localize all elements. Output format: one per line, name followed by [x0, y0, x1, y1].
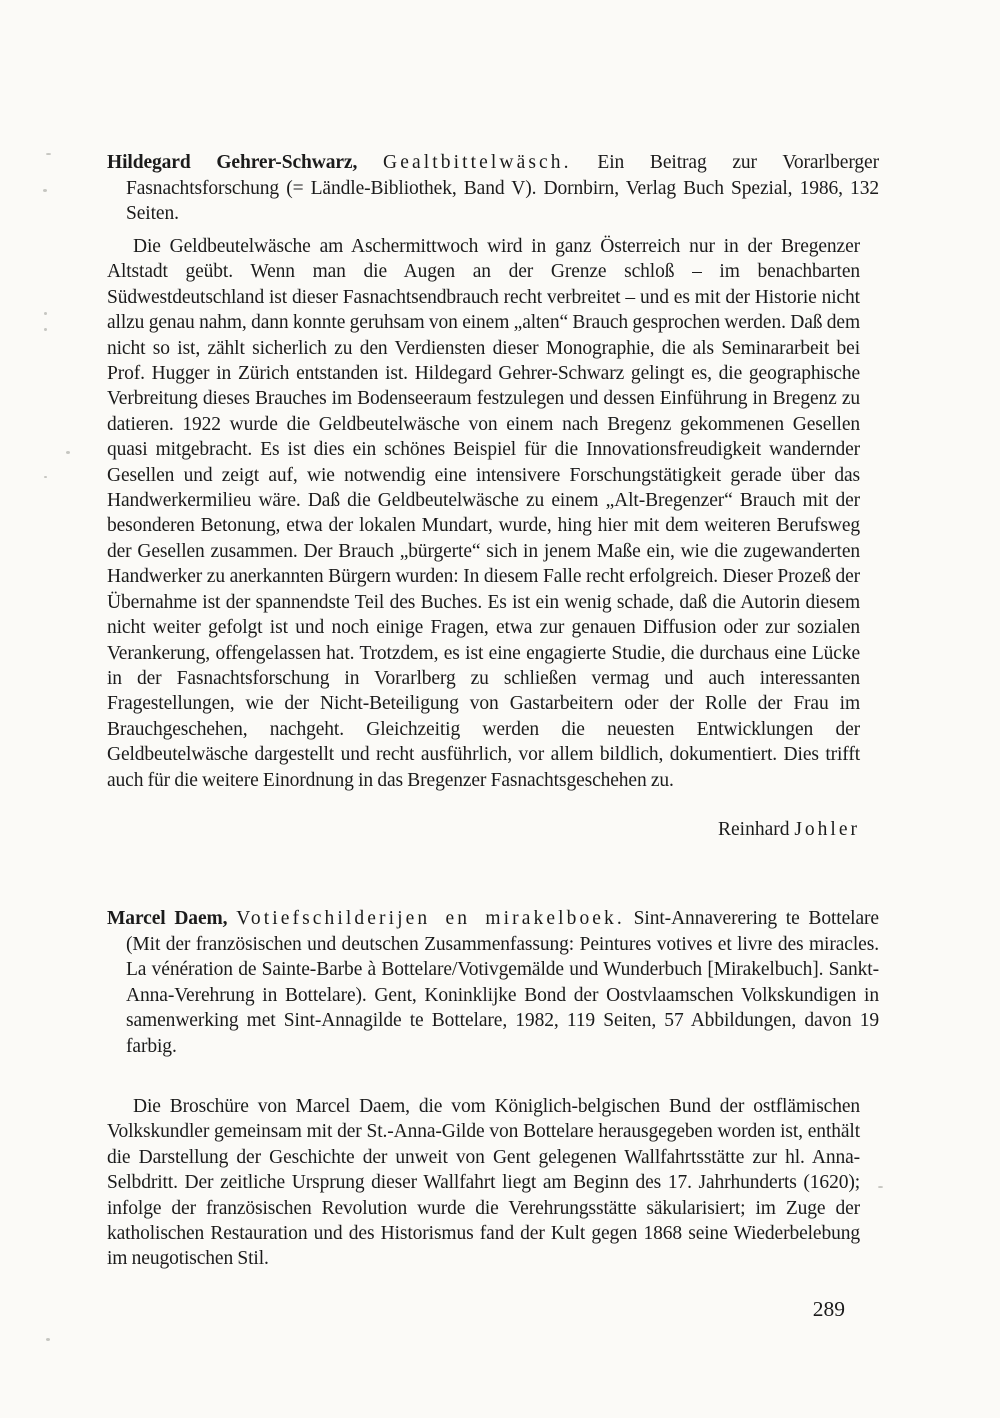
- scan-speck: [878, 1186, 883, 1188]
- scan-speck: [46, 1338, 50, 1341]
- review-2-author-name: Marcel Daem,: [107, 908, 228, 929]
- review-1-author-name: Hildegard Gehrer-Schwarz,: [107, 152, 358, 173]
- review-2-bibliographic-info: Sint-Annaverering te Bottelare (Mit der französischen und deutschen Zusammenfassung: Peintures votives et livre des miracles. La vénération de Sainte-Barbe à Bottelare/Votivgemälde und Wunderbuch [Mirakelbuch]. Sankt-Anna-Verehrung in Bottelare). Gent, Koninklijke Bond der Oostvlaamschen Volkskundigen in samenwerking met Sint-Annagilde te Bottelare, 1982, 119 Seiten, 57 Abbildungen, davon 19 farbig.: [126, 908, 879, 1057]
- scan-speck: [43, 189, 47, 192]
- review-2-heading: [107, 906, 879, 1060]
- review-1-body-paragraph: Die Geldbeutelwäsche am Aschermittwoch wird in ganz Österreich nur in der Bregenzer Altstadt geübt. Wenn man die Augen an der Grenze schloß – im benachbarten Südwestdeutschland ist dieser Fasnachtsendbrauch recht verbreitet – und es mit der Historie nicht allzu genau nahm, dann konnte geruhsam von einem „alten“ Brauch gesprochen werden. Daß dem nicht so ist, zählt sicherlich zu den Verdiensten dieser Monographie, die als Seminararbeit bei Prof. Hugger in Zürich entstanden ist. Hildegard Gehrer-Schwarz gelingt es, die geographische Verbreitung dieses Brauches im Bodenseeraum festzulegen und dessen Einführung in Bregenz zu datieren. 1922 wurde die Geldbeutelwäsche von einem nach Bregenz gekommenen Gesellen quasi mitgebracht. Es ist dies ein schönes Beispiel für die Innovationsfreudigkeit wandernder Gesellen und zeigt auf, wie notwendig eine intensivere Forschungstätigkeit gerade über das Handwerkermilieu wäre. Daß die Geldbeutelwäsche zu einem „Alt-Bregenzer“ Brauch mit der besonderen Betonung, etwa der lokalen Mundart, wurde, hing hier mit dem weiteren Berufsweg der Gesellen zusammen. Der Brauch „bürgerte“ sich in jenem Maße ein, wie die zugewanderten Handwerker zu anerkannten Bürgern wurden: In diesem Falle recht erfolgreich. Dieser Prozeß der Übernahme ist der spannendste Teil des Buches. Es ist ein wenig schade, daß die Autorin diesem nicht weiter gefolgt ist und noch einige Fragen, etwa zur genauen Diffusion oder zur sozialen Verankerung, offengelassen hat. Trotzdem, es ist eine engagierte Studie, die durchaus eine Lücke in der Fasnachtsforschung in Vorarlberg zu schließen vermag und auch interessanten Fragestellungen, wie der Nicht-Beteiligung von Gastarbeitern oder der Rolle der Frau im Brauchgeschehen, nachgeht. Gleichzeitig werden die neuesten Entwicklungen der Geldbeutelwäsche dargestellt und recht ausführlich, vor allem bildlich, dokumentiert. Dies trifft auch für die weitere Einordnung in das Bregenzer Fasnachtsgeschehen zu.: [107, 236, 860, 791]
- scan-speck: [66, 451, 70, 454]
- reviewer-last-name: Johler: [794, 819, 860, 840]
- review-2-book-title: Votiefschilderijen en mirakelboek.: [236, 908, 625, 929]
- page-number: 289: [812, 1297, 845, 1321]
- scan-speck: [46, 153, 51, 155]
- reviewer-first-name: Reinhard: [717, 819, 790, 840]
- review-1-book-title: Gealtbittelwäsch.: [383, 152, 572, 173]
- scan-speck: [44, 312, 47, 315]
- scan-speck: [44, 476, 47, 478]
- review-1-heading: [107, 150, 879, 227]
- scan-speck: [44, 328, 47, 331]
- review-2-body-paragraph: Die Broschüre von Marcel Daem, die vom Königlich-belgischen Bund der ostflämischen Volkskundler gemeinsam mit der St.-Anna-Gilde von Bottelare herausgegeben worden ist, enthält die Darstellung der Geschichte der unweit von Gent gelegenen Wallfahrtsstätte zur hl. Anna-Selbdritt. Der zeitliche Ursprung dieser Wallfahrt liegt am Beginn des 17. Jahrhunderts (1620); infolge der französischen Revolution wurde die Verehrungsstätte säkularisiert; im Zuge der katholischen Restauration und des Historismus fand der Kult gegen 1868 seine Wiederbelebung im neugotischen Stil.: [107, 1096, 860, 1270]
- review-1-bibliographic-info: Ein Beitrag zur Vorarlberger Fasnachtsforschung (= Ländle-Bibliothek, Band V). Dornbirn, Verlag Buch Spezial, 1986, 132 Seiten.: [126, 152, 879, 225]
- review-1-reviewer-signature: [107, 817, 860, 842]
